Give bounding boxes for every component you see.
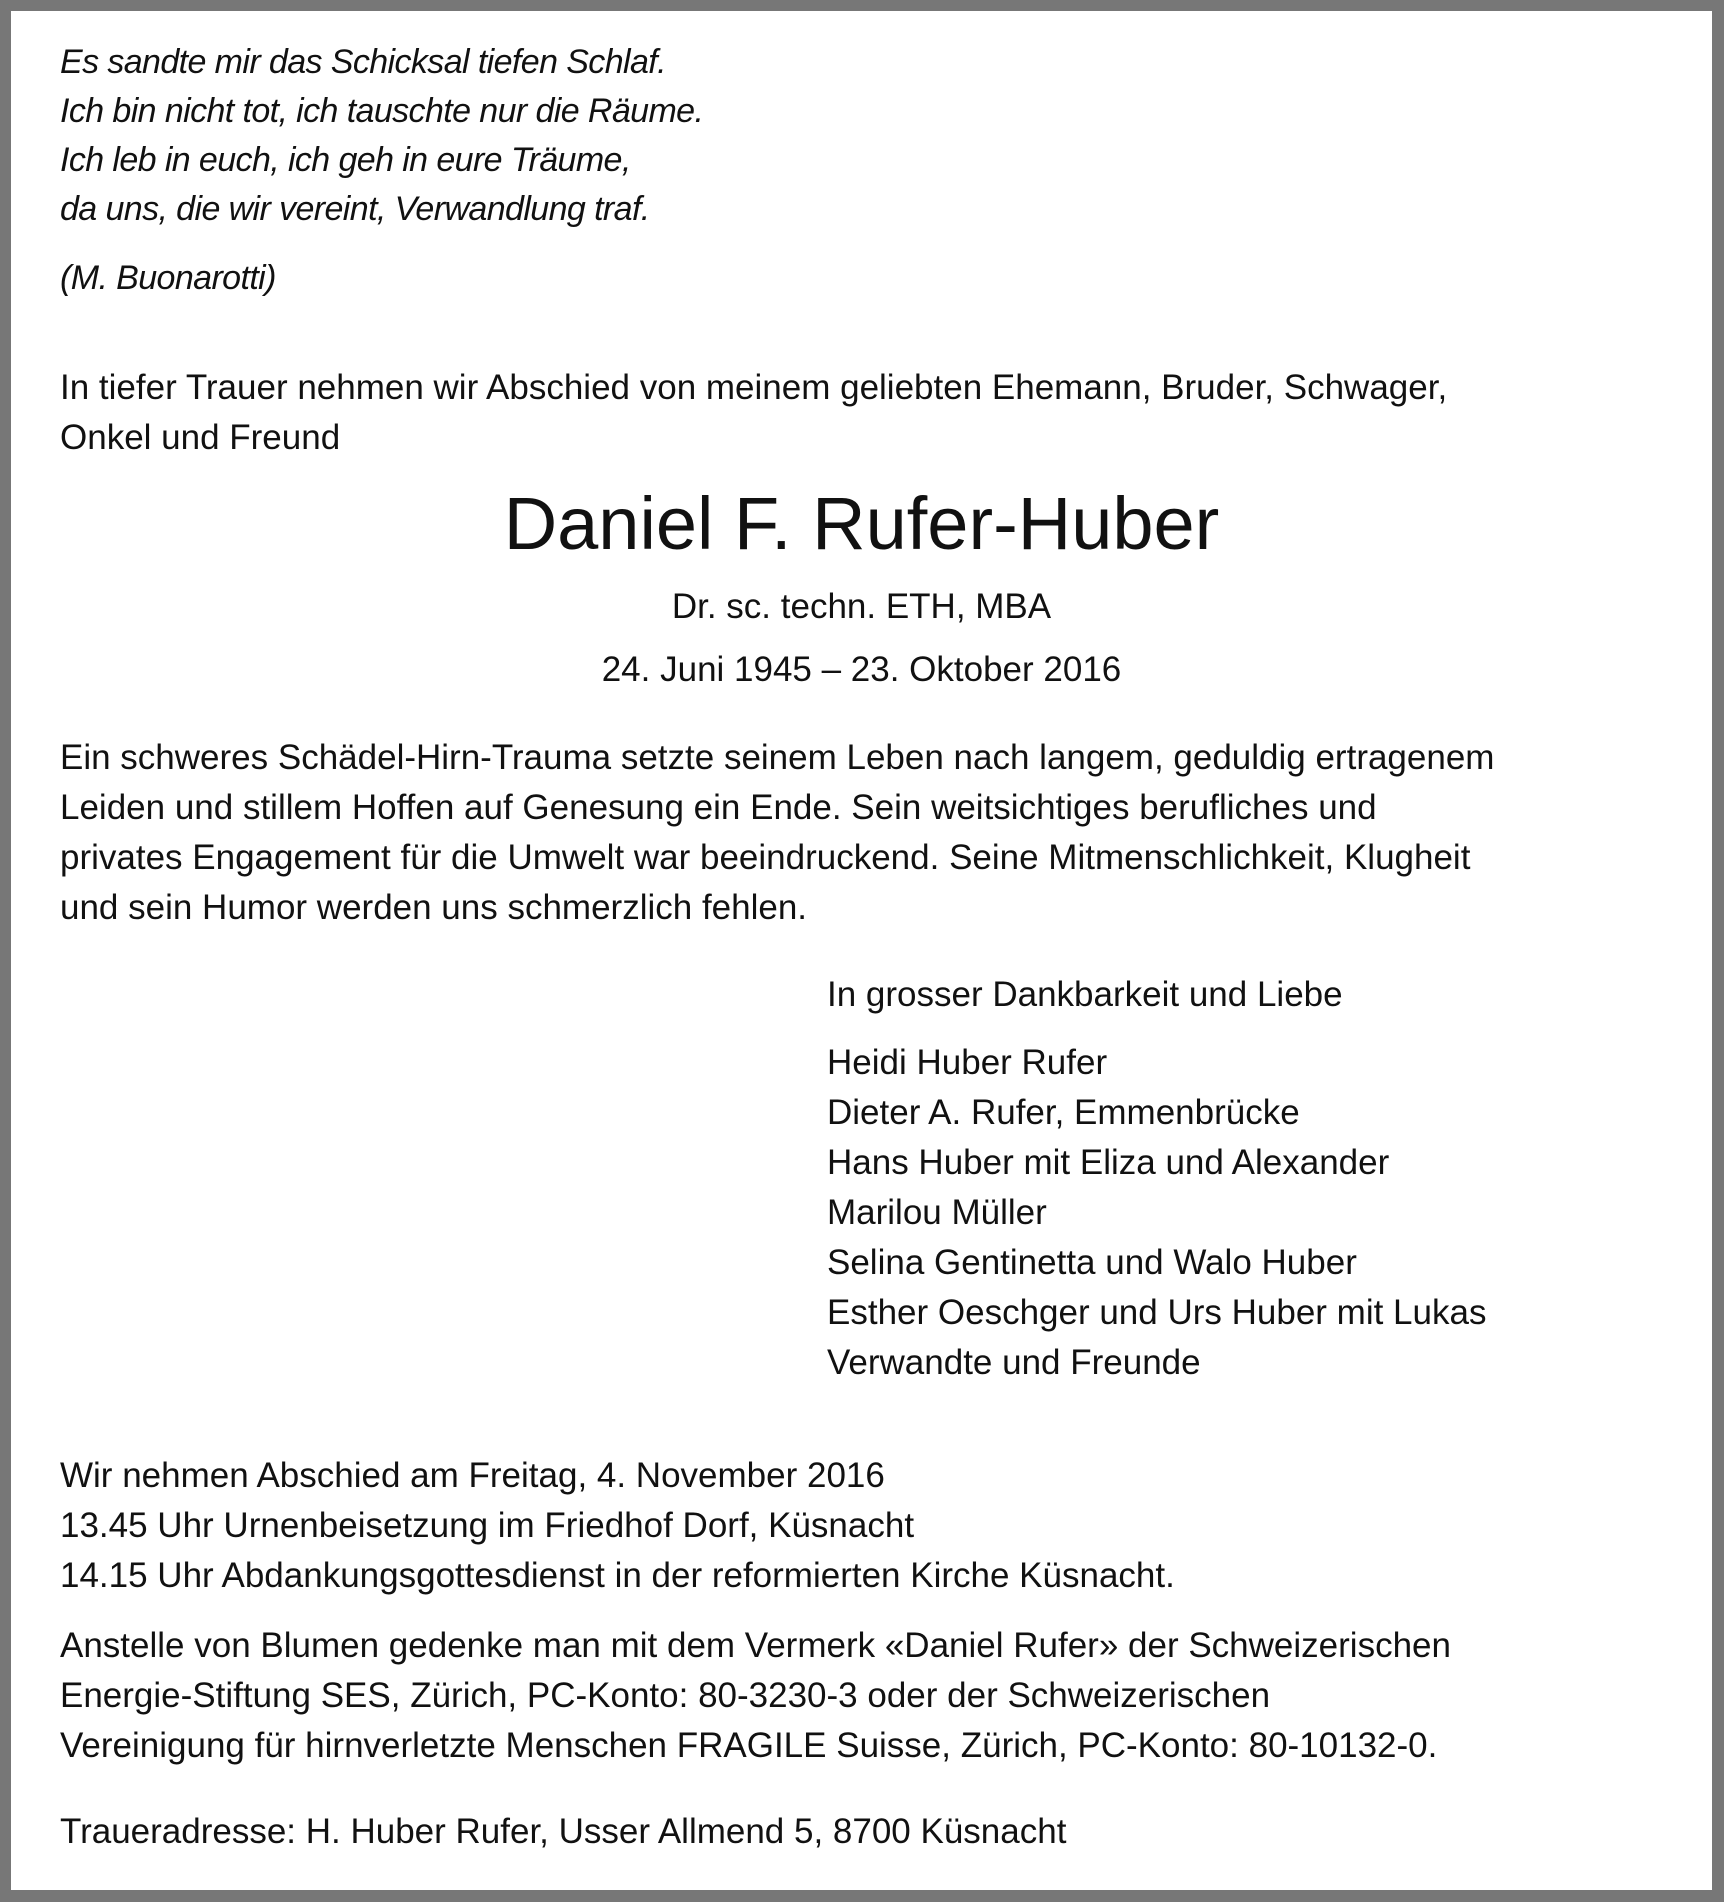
mourner-name: Verwandte und Freunde (827, 1343, 1201, 1382)
paragraph-line: privates Engagement für die Umwelt war beeindruckend. Seine Mitmenschlichkeit, Klugheit (60, 838, 1471, 877)
paragraph-line: Leiden und stillem Hoffen auf Genesung ein Ende. Sein weitsichtiges berufliches und (60, 788, 1377, 827)
mourners-heading: In grosser Dankbarkeit und Liebe (827, 975, 1343, 1014)
ceremony-line: 14.15 Uhr Abdankungsgottesdienst in der reformierten Kirche Küsnacht. (60, 1556, 1175, 1595)
paragraph-line: Ein schweres Schädel-Hirn-Trauma setzte seinem Leben nach langem, geduldig ertragenem (60, 738, 1495, 777)
poem (60, 38, 703, 234)
intro-text (60, 363, 1447, 463)
poem-line: Ich leb in euch, ich geh in eure Träume, (60, 141, 631, 179)
paragraph-line: und sein Humor werden uns schmerzlich fehlen. (60, 888, 808, 927)
mourner-name: Dieter A. Rufer, Emmenbrücke (827, 1093, 1300, 1132)
mourning-address: Traueradresse: H. Huber Rufer, Usser Allmend 5, 8700 Küsnacht (60, 1812, 1067, 1851)
donation-line: Anstelle von Blumen gedenke man mit dem Vermerk «Daniel Rufer» der Schweizerischen (60, 1626, 1451, 1665)
donation-info (60, 1621, 1451, 1771)
donation-line: Vereinigung für hirnverletzte Menschen FRAGILE Suisse, Zürich, PC-Konto: 80-10132-0. (60, 1726, 1438, 1765)
poem-line: da uns, die wir vereint, Verwandlung traf. (60, 190, 650, 228)
mourner-name: Heidi Huber Rufer (827, 1043, 1108, 1082)
ceremony-line: Wir nehmen Abschied am Freitag, 4. November 2016 (60, 1456, 885, 1495)
mourner-name: Marilou Müller (827, 1193, 1047, 1232)
ceremony-info (60, 1451, 1175, 1601)
intro-line: Onkel und Freund (60, 418, 341, 457)
mourner-name: Hans Huber mit Eliza und Alexander (827, 1143, 1390, 1182)
deceased-title: Dr. sc. techn. ETH, MBA (671, 587, 1052, 626)
mourner-name: Esther Oeschger und Urs Huber mit Lukas (827, 1293, 1487, 1332)
ceremony-line: 13.45 Uhr Urnenbeisetzung im Friedhof Dorf, Küsnacht (60, 1506, 915, 1545)
obituary-page (11, 11, 1712, 1890)
poem-line: Es sandte mir das Schicksal tiefen Schlaf. (60, 43, 666, 81)
mourners-list (827, 1038, 1486, 1388)
tribute-paragraph (60, 733, 1494, 933)
poem-line: Ich bin nicht tot, ich tauschte nur die Räume. (60, 92, 704, 130)
poem-author: (M. Buonarotti) (60, 259, 276, 297)
intro-line: In tiefer Trauer nehmen wir Abschied von meinem geliebten Ehemann, Bruder, Schwager, (60, 368, 1448, 407)
deceased-dates: 24. Juni 1945 – 23. Oktober 2016 (601, 650, 1122, 689)
mourner-name: Selina Gentinetta und Walo Huber (827, 1243, 1357, 1282)
deceased-name: Daniel F. Rufer-Huber (503, 482, 1220, 565)
donation-line: Energie-Stiftung SES, Zürich, PC-Konto: 80-3230-3 oder der Schweizerischen (60, 1676, 1271, 1715)
